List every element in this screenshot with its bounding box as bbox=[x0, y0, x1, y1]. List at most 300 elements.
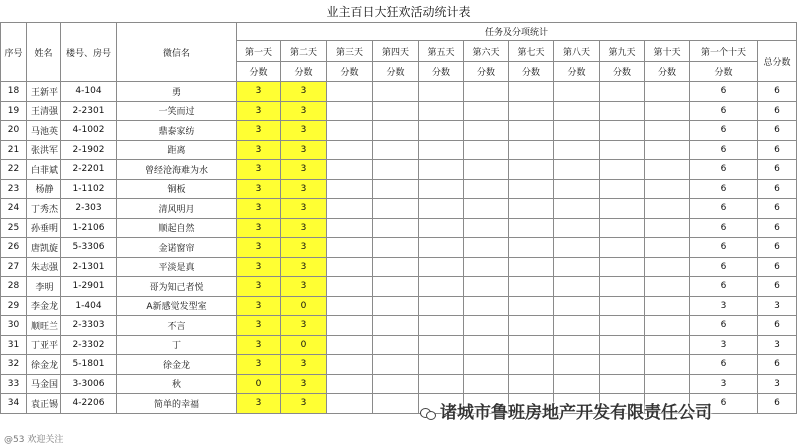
cell-day-9 bbox=[600, 238, 645, 258]
cell-first-ten-days: 6 bbox=[690, 316, 758, 336]
cell-day-9 bbox=[600, 199, 645, 219]
cell-wechat: 顺起自然 bbox=[117, 218, 237, 238]
cell-day-9 bbox=[600, 374, 645, 394]
cell-day-2: 3 bbox=[281, 218, 327, 238]
cell-total: 3 bbox=[758, 296, 797, 316]
cell-day-3 bbox=[327, 355, 373, 375]
cell-day-6 bbox=[464, 179, 509, 199]
cell-first-ten-days: 6 bbox=[690, 121, 758, 141]
cell-day-7 bbox=[509, 238, 554, 258]
cell-room: 2-2301 bbox=[61, 101, 117, 121]
cell-name: 丁秀杰 bbox=[27, 199, 61, 219]
cell-day-7 bbox=[509, 82, 554, 102]
cell-wechat: 简单的幸福 bbox=[117, 394, 237, 414]
cell-day-3 bbox=[327, 296, 373, 316]
cell-first-ten-days: 6 bbox=[690, 257, 758, 277]
cell-day-9 bbox=[600, 218, 645, 238]
cell-name: 顺旺兰 bbox=[27, 316, 61, 336]
cell-day-10 bbox=[645, 355, 690, 375]
cell-seq: 32 bbox=[1, 355, 27, 375]
cell-wechat: 哥为知己者悦 bbox=[117, 277, 237, 297]
cell-day-4 bbox=[373, 160, 419, 180]
cell-day-5 bbox=[419, 160, 464, 180]
cell-name: 李金龙 bbox=[27, 296, 61, 316]
cell-day-4 bbox=[373, 316, 419, 336]
table-row bbox=[1, 121, 797, 141]
cell-name: 白菲斌 bbox=[27, 160, 61, 180]
header-day-2: 第二天 bbox=[281, 41, 327, 62]
cell-first-ten-days: 6 bbox=[690, 160, 758, 180]
cell-total: 6 bbox=[758, 179, 797, 199]
cell-first-ten-days: 3 bbox=[690, 335, 758, 355]
cell-day-3 bbox=[327, 277, 373, 297]
cell-day-5 bbox=[419, 199, 464, 219]
table-row bbox=[1, 374, 797, 394]
cell-day-1: 3 bbox=[237, 355, 281, 375]
cell-name: 王清强 bbox=[27, 101, 61, 121]
header-day-3: 第三天 bbox=[327, 41, 373, 62]
cell-seq: 23 bbox=[1, 179, 27, 199]
cell-day-2: 3 bbox=[281, 355, 327, 375]
cell-day-6 bbox=[464, 140, 509, 160]
cell-day-9 bbox=[600, 316, 645, 336]
cell-day-4 bbox=[373, 394, 419, 414]
table-row bbox=[1, 238, 797, 258]
cell-day-2: 3 bbox=[281, 160, 327, 180]
cell-day-9 bbox=[600, 121, 645, 141]
cell-name: 张洪军 bbox=[27, 140, 61, 160]
cell-day-1: 3 bbox=[237, 140, 281, 160]
cell-day-6 bbox=[464, 218, 509, 238]
table-row bbox=[1, 179, 797, 199]
cell-day-8 bbox=[554, 374, 600, 394]
cell-seq: 33 bbox=[1, 374, 27, 394]
cell-day-8 bbox=[554, 121, 600, 141]
header-score: 分数 bbox=[464, 62, 509, 82]
cell-seq: 24 bbox=[1, 199, 27, 219]
cell-day-5 bbox=[419, 355, 464, 375]
cell-day-3 bbox=[327, 121, 373, 141]
header-score: 分数 bbox=[554, 62, 600, 82]
cell-day-6 bbox=[464, 296, 509, 316]
cell-wechat: 秋 bbox=[117, 374, 237, 394]
cell-seq: 27 bbox=[1, 257, 27, 277]
cell-day-9 bbox=[600, 179, 645, 199]
watermark-text: 诸城市鲁班房地产开发有限责任公司 bbox=[440, 403, 712, 423]
cell-wechat: 铜板 bbox=[117, 179, 237, 199]
cell-day-5 bbox=[419, 316, 464, 336]
cell-total: 6 bbox=[758, 121, 797, 141]
cell-day-1: 3 bbox=[237, 394, 281, 414]
cell-day-2: 3 bbox=[281, 238, 327, 258]
cell-day-3 bbox=[327, 101, 373, 121]
table-row bbox=[1, 160, 797, 180]
cell-total: 6 bbox=[758, 277, 797, 297]
cell-seq: 25 bbox=[1, 218, 27, 238]
cell-room: 2-3303 bbox=[61, 316, 117, 336]
cell-total: 6 bbox=[758, 160, 797, 180]
cell-total: 6 bbox=[758, 394, 797, 414]
cell-day-10 bbox=[645, 218, 690, 238]
cell-seq: 22 bbox=[1, 160, 27, 180]
cell-room: 1-2106 bbox=[61, 218, 117, 238]
cell-day-4 bbox=[373, 82, 419, 102]
cell-day-10 bbox=[645, 82, 690, 102]
cell-day-7 bbox=[509, 374, 554, 394]
cell-day-5 bbox=[419, 257, 464, 277]
header-score: 分数 bbox=[600, 62, 645, 82]
cell-day-7 bbox=[509, 257, 554, 277]
cell-total: 6 bbox=[758, 316, 797, 336]
cell-day-3 bbox=[327, 199, 373, 219]
cell-day-1: 3 bbox=[237, 257, 281, 277]
cell-seq: 21 bbox=[1, 140, 27, 160]
cell-day-8 bbox=[554, 82, 600, 102]
cell-day-7 bbox=[509, 335, 554, 355]
cell-day-9 bbox=[600, 257, 645, 277]
cell-day-8 bbox=[554, 355, 600, 375]
cell-day-3 bbox=[327, 160, 373, 180]
table-row bbox=[1, 82, 797, 102]
cell-day-4 bbox=[373, 257, 419, 277]
cell-day-3 bbox=[327, 82, 373, 102]
cell-day-4 bbox=[373, 355, 419, 375]
cell-name: 孙垂明 bbox=[27, 218, 61, 238]
header-day-1: 第一天 bbox=[237, 41, 281, 62]
cell-day-2: 3 bbox=[281, 394, 327, 414]
header-score: 分数 bbox=[327, 62, 373, 82]
header-score: 分数 bbox=[690, 62, 758, 82]
cell-wechat: 勇 bbox=[117, 82, 237, 102]
cell-day-9 bbox=[600, 335, 645, 355]
cell-day-3 bbox=[327, 257, 373, 277]
cell-first-ten-days: 6 bbox=[690, 355, 758, 375]
cell-first-ten-days: 6 bbox=[690, 82, 758, 102]
cell-day-1: 0 bbox=[237, 374, 281, 394]
cell-day-8 bbox=[554, 101, 600, 121]
cell-wechat: 清风明月 bbox=[117, 199, 237, 219]
table-row bbox=[1, 257, 797, 277]
cell-day-10 bbox=[645, 335, 690, 355]
cell-total: 6 bbox=[758, 140, 797, 160]
cell-seq: 20 bbox=[1, 121, 27, 141]
cell-day-8 bbox=[554, 335, 600, 355]
cell-seq: 26 bbox=[1, 238, 27, 258]
cell-name: 丁亚平 bbox=[27, 335, 61, 355]
cell-day-3 bbox=[327, 316, 373, 336]
cell-seq: 29 bbox=[1, 296, 27, 316]
cell-day-5 bbox=[419, 218, 464, 238]
cell-day-10 bbox=[645, 140, 690, 160]
cell-day-8 bbox=[554, 140, 600, 160]
cell-day-6 bbox=[464, 257, 509, 277]
cell-day-2: 3 bbox=[281, 257, 327, 277]
cell-wechat: 距离 bbox=[117, 140, 237, 160]
cell-day-10 bbox=[645, 316, 690, 336]
cell-total: 6 bbox=[758, 355, 797, 375]
cell-day-4 bbox=[373, 277, 419, 297]
cell-wechat: 曾经沧海难为水 bbox=[117, 160, 237, 180]
cell-day-10 bbox=[645, 160, 690, 180]
cell-wechat: A新感觉发型室 bbox=[117, 296, 237, 316]
table-row bbox=[1, 199, 797, 219]
header-seq: 序号 bbox=[1, 23, 27, 82]
cell-day-3 bbox=[327, 140, 373, 160]
cell-first-ten-days: 6 bbox=[690, 394, 758, 414]
table-row bbox=[1, 335, 797, 355]
cell-wechat: 金诺窗帘 bbox=[117, 238, 237, 258]
cell-day-2: 3 bbox=[281, 277, 327, 297]
cell-day-5 bbox=[419, 296, 464, 316]
cell-day-4 bbox=[373, 335, 419, 355]
header-room: 楼号、房号 bbox=[61, 23, 117, 82]
cell-first-ten-days: 3 bbox=[690, 296, 758, 316]
cell-day-3 bbox=[327, 394, 373, 414]
cell-day-5 bbox=[419, 140, 464, 160]
cell-total: 6 bbox=[758, 218, 797, 238]
cell-room: 3-3006 bbox=[61, 374, 117, 394]
cell-day-8 bbox=[554, 316, 600, 336]
cell-day-4 bbox=[373, 179, 419, 199]
table-row bbox=[1, 218, 797, 238]
cell-day-2: 3 bbox=[281, 179, 327, 199]
cell-day-4 bbox=[373, 238, 419, 258]
cell-day-7 bbox=[509, 101, 554, 121]
cell-seq: 18 bbox=[1, 82, 27, 102]
cell-day-6 bbox=[464, 355, 509, 375]
cell-first-ten-days: 6 bbox=[690, 218, 758, 238]
cell-first-ten-days: 6 bbox=[690, 101, 758, 121]
cell-room: 2-1902 bbox=[61, 140, 117, 160]
cell-first-ten-days: 6 bbox=[690, 179, 758, 199]
cell-day-2: 3 bbox=[281, 199, 327, 219]
cell-day-9 bbox=[600, 160, 645, 180]
cell-seq: 28 bbox=[1, 277, 27, 297]
cell-first-ten-days: 6 bbox=[690, 140, 758, 160]
cell-day-3 bbox=[327, 374, 373, 394]
cell-day-1: 3 bbox=[237, 335, 281, 355]
cell-seq: 30 bbox=[1, 316, 27, 336]
cell-day-10 bbox=[645, 238, 690, 258]
cell-room: 4-104 bbox=[61, 82, 117, 102]
cell-name: 袁正锡 bbox=[27, 394, 61, 414]
cell-day-8 bbox=[554, 257, 600, 277]
cell-first-ten-days: 6 bbox=[690, 277, 758, 297]
table-row bbox=[1, 140, 797, 160]
cell-day-6 bbox=[464, 82, 509, 102]
header-score: 分数 bbox=[419, 62, 464, 82]
cell-day-9 bbox=[600, 277, 645, 297]
cell-day-7 bbox=[509, 199, 554, 219]
cell-name: 唐凯旋 bbox=[27, 238, 61, 258]
header-score: 分数 bbox=[281, 62, 327, 82]
cell-day-2: 3 bbox=[281, 140, 327, 160]
cell-day-8 bbox=[554, 277, 600, 297]
cell-day-7 bbox=[509, 316, 554, 336]
cell-day-8 bbox=[554, 238, 600, 258]
cell-day-8 bbox=[554, 296, 600, 316]
cell-seq: 31 bbox=[1, 335, 27, 355]
cell-day-5 bbox=[419, 179, 464, 199]
cell-total: 6 bbox=[758, 82, 797, 102]
cell-day-1: 3 bbox=[237, 160, 281, 180]
cell-day-1: 3 bbox=[237, 82, 281, 102]
cell-room: 1-404 bbox=[61, 296, 117, 316]
cell-day-6 bbox=[464, 374, 509, 394]
table-row bbox=[1, 355, 797, 375]
cell-name: 王新平 bbox=[27, 82, 61, 102]
cell-day-4 bbox=[373, 296, 419, 316]
cell-day-1: 3 bbox=[237, 316, 281, 336]
cell-day-6 bbox=[464, 101, 509, 121]
cell-day-4 bbox=[373, 121, 419, 141]
cell-total: 3 bbox=[758, 335, 797, 355]
cell-first-ten-days: 6 bbox=[690, 199, 758, 219]
cell-total: 6 bbox=[758, 101, 797, 121]
cell-day-1: 3 bbox=[237, 179, 281, 199]
cell-wechat: 一笑而过 bbox=[117, 101, 237, 121]
cell-name: 马金国 bbox=[27, 374, 61, 394]
cell-day-10 bbox=[645, 199, 690, 219]
cell-room: 4-2206 bbox=[61, 394, 117, 414]
cell-day-3 bbox=[327, 179, 373, 199]
table-row bbox=[1, 316, 797, 336]
corner-watermark: @53 欢迎关注 bbox=[4, 435, 64, 445]
cell-day-9 bbox=[600, 296, 645, 316]
cell-day-10 bbox=[645, 277, 690, 297]
cell-room: 2-1301 bbox=[61, 257, 117, 277]
cell-day-1: 3 bbox=[237, 277, 281, 297]
cell-day-7 bbox=[509, 218, 554, 238]
cell-day-1: 3 bbox=[237, 238, 281, 258]
cell-day-4 bbox=[373, 374, 419, 394]
header-score: 分数 bbox=[237, 62, 281, 82]
header-score: 分数 bbox=[373, 62, 419, 82]
header-day-4: 第四天 bbox=[373, 41, 419, 62]
cell-day-8 bbox=[554, 179, 600, 199]
cell-day-6 bbox=[464, 160, 509, 180]
table-row bbox=[1, 277, 797, 297]
cell-day-9 bbox=[600, 82, 645, 102]
cell-day-1: 3 bbox=[237, 121, 281, 141]
cell-day-2: 3 bbox=[281, 121, 327, 141]
cell-day-10 bbox=[645, 296, 690, 316]
header-day-9: 第九天 bbox=[600, 41, 645, 62]
cell-day-6 bbox=[464, 335, 509, 355]
cell-first-ten-days: 6 bbox=[690, 238, 758, 258]
cell-day-2: 0 bbox=[281, 296, 327, 316]
cell-wechat: 鼎泰家纺 bbox=[117, 121, 237, 141]
cell-day-3 bbox=[327, 335, 373, 355]
cell-day-5 bbox=[419, 374, 464, 394]
header-day-10: 第十天 bbox=[645, 41, 690, 62]
cell-day-9 bbox=[600, 140, 645, 160]
header-day-8: 第八天 bbox=[554, 41, 600, 62]
cell-day-7 bbox=[509, 121, 554, 141]
cell-room: 5-3306 bbox=[61, 238, 117, 258]
cell-day-8 bbox=[554, 160, 600, 180]
cell-day-1: 3 bbox=[237, 199, 281, 219]
cell-day-6 bbox=[464, 316, 509, 336]
cell-day-2: 3 bbox=[281, 101, 327, 121]
cell-total: 6 bbox=[758, 199, 797, 219]
cell-room: 4-1002 bbox=[61, 121, 117, 141]
cell-seq: 19 bbox=[1, 101, 27, 121]
cell-day-1: 3 bbox=[237, 101, 281, 121]
cell-wechat: 丁 bbox=[117, 335, 237, 355]
cell-day-4 bbox=[373, 140, 419, 160]
cell-day-10 bbox=[645, 257, 690, 277]
cell-day-6 bbox=[464, 238, 509, 258]
cell-total: 3 bbox=[758, 374, 797, 394]
cell-day-7 bbox=[509, 355, 554, 375]
header-name: 姓名 bbox=[27, 23, 61, 82]
cell-day-4 bbox=[373, 218, 419, 238]
cell-room: 2-303 bbox=[61, 199, 117, 219]
cell-day-8 bbox=[554, 218, 600, 238]
header-tasks: 任务及分项统计 bbox=[237, 23, 797, 41]
cell-day-6 bbox=[464, 121, 509, 141]
cell-day-7 bbox=[509, 160, 554, 180]
cell-total: 6 bbox=[758, 238, 797, 258]
cell-day-10 bbox=[645, 101, 690, 121]
cell-day-7 bbox=[509, 140, 554, 160]
cell-day-10 bbox=[645, 374, 690, 394]
cell-name: 朱志强 bbox=[27, 257, 61, 277]
cell-day-7 bbox=[509, 296, 554, 316]
cell-day-3 bbox=[327, 238, 373, 258]
cell-day-5 bbox=[419, 121, 464, 141]
cell-day-2: 3 bbox=[281, 82, 327, 102]
cell-name: 马池英 bbox=[27, 121, 61, 141]
header-total: 总分数 bbox=[758, 41, 797, 82]
cell-name: 李明 bbox=[27, 277, 61, 297]
header-day-6: 第六天 bbox=[464, 41, 509, 62]
cell-day-4 bbox=[373, 199, 419, 219]
cell-wechat: 徐金龙 bbox=[117, 355, 237, 375]
table-row bbox=[1, 296, 797, 316]
cell-day-1: 3 bbox=[237, 218, 281, 238]
cell-day-5 bbox=[419, 238, 464, 258]
header-first-ten-days: 第一个十天 bbox=[690, 41, 758, 62]
cell-day-5 bbox=[419, 335, 464, 355]
header-wechat: 微信名 bbox=[117, 23, 237, 82]
cell-day-7 bbox=[509, 277, 554, 297]
table-title: 业主百日大狂欢活动统计表 bbox=[326, 4, 471, 19]
cell-wechat: 不言 bbox=[117, 316, 237, 336]
cell-day-6 bbox=[464, 199, 509, 219]
cell-name: 杨静 bbox=[27, 179, 61, 199]
table-row bbox=[1, 101, 797, 121]
cell-day-2: 0 bbox=[281, 335, 327, 355]
cell-day-5 bbox=[419, 101, 464, 121]
cell-day-10 bbox=[645, 121, 690, 141]
cell-room: 5-1801 bbox=[61, 355, 117, 375]
cell-wechat: 平淡是真 bbox=[117, 257, 237, 277]
header-day-7: 第七天 bbox=[509, 41, 554, 62]
cell-day-9 bbox=[600, 355, 645, 375]
cell-day-6 bbox=[464, 277, 509, 297]
header-day-5: 第五天 bbox=[419, 41, 464, 62]
cell-total: 6 bbox=[758, 257, 797, 277]
cell-day-7 bbox=[509, 179, 554, 199]
header-score: 分数 bbox=[645, 62, 690, 82]
cell-name: 徐金龙 bbox=[27, 355, 61, 375]
cell-day-2: 3 bbox=[281, 316, 327, 336]
company-watermark bbox=[420, 398, 712, 423]
cell-day-4 bbox=[373, 101, 419, 121]
cell-day-5 bbox=[419, 82, 464, 102]
